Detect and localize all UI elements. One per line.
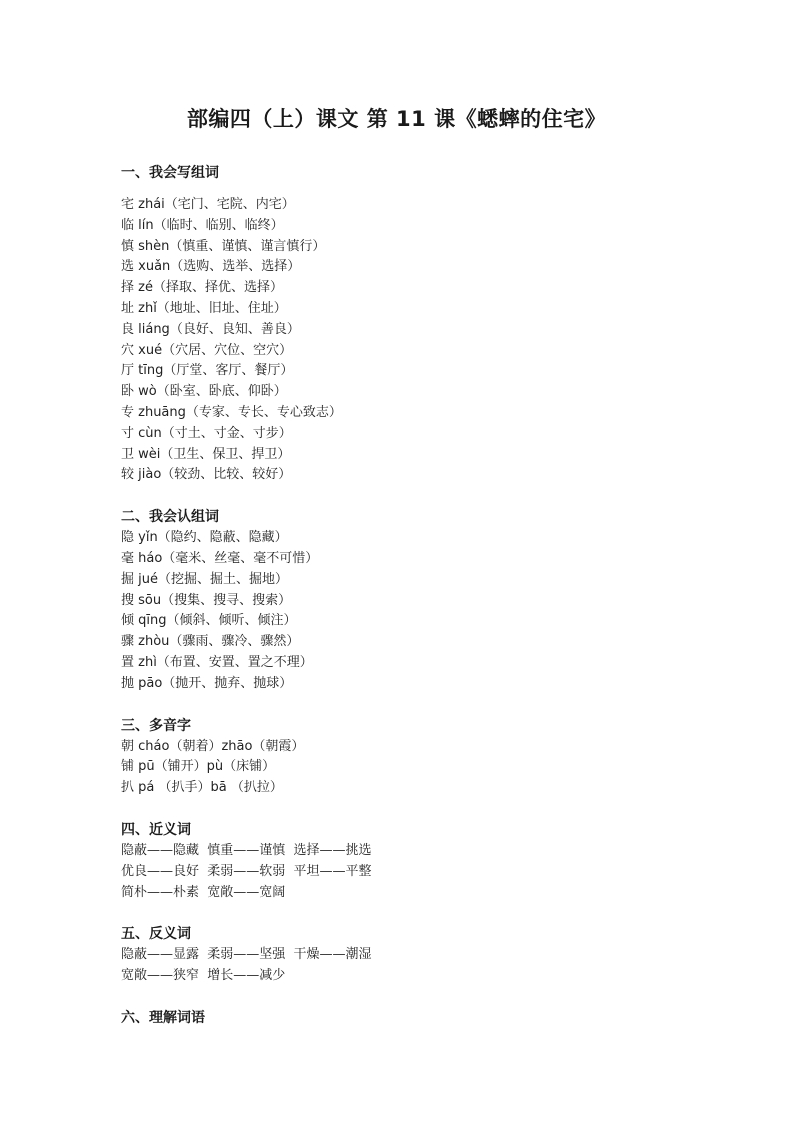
word-entry: 良 liáng（良好、良知、善良） (121, 321, 300, 337)
word-entry: 址 zhǐ（地址、旧址、住址） (121, 300, 287, 316)
antonym-row: 宽敞——狭窄 增长——减少 (121, 968, 286, 984)
section-heading: 六、理解词语 (121, 1009, 205, 1026)
document-title: 部编四（上）课文 第 11 课《蟋蟀的住宅》 (186, 107, 607, 131)
word-entry: 倾 qīng（倾斜、倾听、倾注） (121, 613, 297, 629)
polyphone-entry: 朝 cháo（朝着）zhāo（朝霞） (121, 738, 305, 754)
section-heading: 一、我会写组词 (121, 165, 219, 181)
synonym-row: 隐蔽——隐藏 慎重——谨慎 选择——挑选 (121, 842, 372, 858)
word-entry: 宅 zhái（宅门、宅院、内宅） (121, 197, 295, 212)
polyphone-entry: 铺 pū（铺开）pù（床铺） (121, 759, 276, 775)
section-recognize-words (121, 507, 681, 694)
section-heading: 五、反义词 (121, 926, 191, 943)
word-entry: 厅 tīng（厅堂、客厅、餐厅） (121, 363, 294, 379)
section-polyphones (121, 716, 681, 799)
word-entry: 置 zhì（布置、安置、置之不理） (121, 654, 313, 670)
word-entry: 慎 shèn（慎重、谨慎、谨言慎行） (121, 238, 326, 254)
word-entry: 骤 zhòu（骤雨、骤冷、骤然） (121, 634, 300, 650)
section-write-words (121, 163, 681, 486)
section-heading: 四、近义词 (121, 821, 191, 838)
word-entry: 择 zé（择取、择优、选择） (121, 280, 283, 296)
spacer (121, 903, 681, 924)
word-entry: 选 xuǎn（选购、选举、选择） (121, 259, 301, 275)
word-entry: 穴 xué（穴居、穴位、空穴） (121, 342, 293, 358)
word-entry: 卫 wèi（卫生、保卫、捍卫） (121, 446, 291, 462)
section-heading: 三、多音字 (121, 717, 191, 734)
word-entry: 较 jiào（较劲、比较、较好） (121, 467, 292, 483)
polyphone-entry: 扒 pá （扒手）bā （扒拉） (121, 780, 283, 796)
word-entry: 专 zhuāng（专家、专长、专心致志） (121, 404, 342, 420)
section-antonyms (121, 924, 681, 987)
word-entry: 搜 sōu（搜集、搜寻、搜索） (121, 592, 292, 608)
section-synonyms (121, 820, 681, 903)
word-entry: 寸 cùn（寸土、寸金、寸步） (121, 425, 292, 441)
spacer (121, 695, 681, 716)
synonym-row: 简朴——朴素 宽敞——宽阔 (121, 884, 286, 900)
word-entry: 掘 jué（挖掘、掘土、掘地） (121, 571, 288, 587)
word-entry: 卧 wò（卧室、卧底、仰卧） (121, 384, 287, 400)
spacer (121, 799, 681, 820)
word-entry: 抛 pāo（抛开、抛弃、抛球） (121, 675, 293, 691)
document-body (121, 163, 681, 1029)
spacer (121, 987, 681, 1008)
word-entry: 毫 háo（毫米、丝毫、毫不可惜） (121, 550, 319, 566)
section-understand-words (121, 1008, 681, 1029)
antonym-row: 隐蔽——显露 柔弱——坚强 干燥——潮湿 (121, 947, 372, 963)
spacer (121, 486, 681, 507)
synonym-row: 优良——良好 柔弱——软弱 平坦——平整 (121, 863, 372, 879)
section-heading: 二、我会认组词 (121, 509, 219, 526)
word-entry: 隐 yǐn（隐约、隐蔽、隐藏） (121, 530, 288, 546)
word-entry: 临 lín（临时、临别、临终） (121, 217, 284, 233)
